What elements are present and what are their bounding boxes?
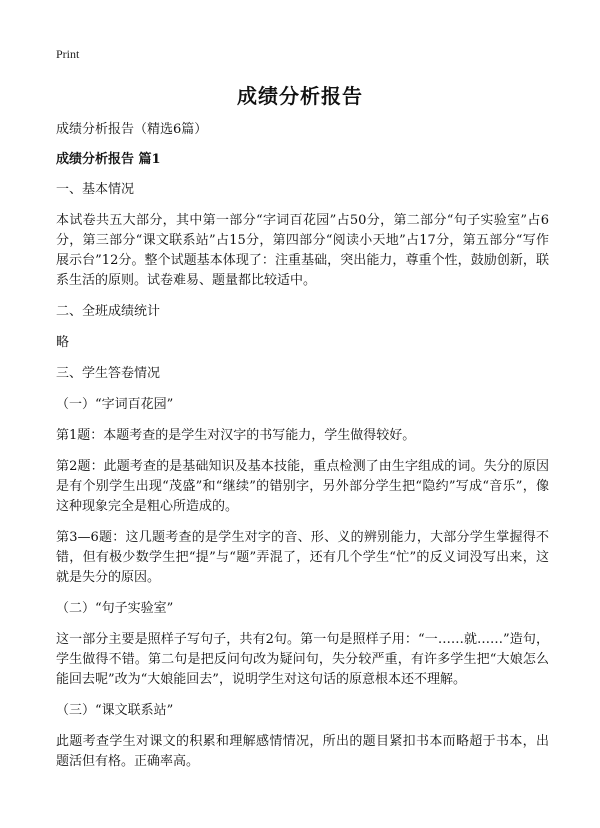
subsection-heading-texts: （三）“课文联系站” (56, 703, 174, 718)
paragraph-q3: 第3—6题：这几题考查的是学生对字的音、形、义的辨别能力，大部分学生掌握得不错，但有极少数学生把“提”与“题”弄混了，还有几个学生“忙”的反义词没写出来，这就是失分的原因。 (56, 530, 549, 585)
paragraph-basic: 本试卷共五大部分，其中第一部分“字词百花园”占50分，第二部分“句子实验室”占6分，第三部分“课文联系站”占15分，第四部分“阅读小天地”占17分，第五部分“写作展示台”12分。整个试题基本体现了：注重基础，突出能力，尊重个性，鼓励创新，联系生活的原则。试卷难易、题量都比较适中。 (56, 213, 549, 288)
paragraph-stats: 略 (56, 335, 70, 350)
section-heading-answers: 三、学生答卷情况 (56, 366, 161, 381)
subsection-heading-words: （一）“字词百花园” (56, 397, 174, 412)
piece-heading: 成绩分析报告 篇1 (56, 152, 161, 167)
paragraph-texts: 此题考查学生对课文的积累和理解感情情况，所出的题目紧扣书本而略超于书本，出题活但有格。正确率高。 (56, 734, 549, 769)
document-subtitle: 成绩分析报告（精选6篇） (56, 122, 208, 137)
paragraph-q2: 第2题：此题考查的是基础知识及基本技能，重点检测了由生字组成的词。失分的原因是有个别学生出现“茂盛”和“继续”的错别字，另外部分学生把“隐约”写成“音乐”，像这种现象完全是粗心所造成的。 (56, 459, 549, 514)
subsection-heading-sentences: （二）“句子实验室” (56, 601, 174, 616)
document-title: 成绩分析报告 (237, 84, 363, 108)
print-label: Print (56, 47, 80, 61)
paragraph-q1: 第1题：本题考查的是学生对汉字的书写能力，学生做得较好。 (56, 428, 416, 443)
section-heading-basic: 一、基本情况 (56, 182, 135, 197)
paragraph-sentences: 这一部分主要是照样子写句子，共有2句。第一句是照样子用：“一……就……”造句，学生做得不错。第二句是把反问句改为疑问句，失分较严重，有许多学生把“大娘怎么能回去呢”改为“大娘能回去”，说明学生对这句话的原意根本还不理解。 (56, 632, 549, 687)
document-body (56, 120, 549, 781)
section-heading-stats: 二、全班成绩统计 (56, 304, 161, 319)
